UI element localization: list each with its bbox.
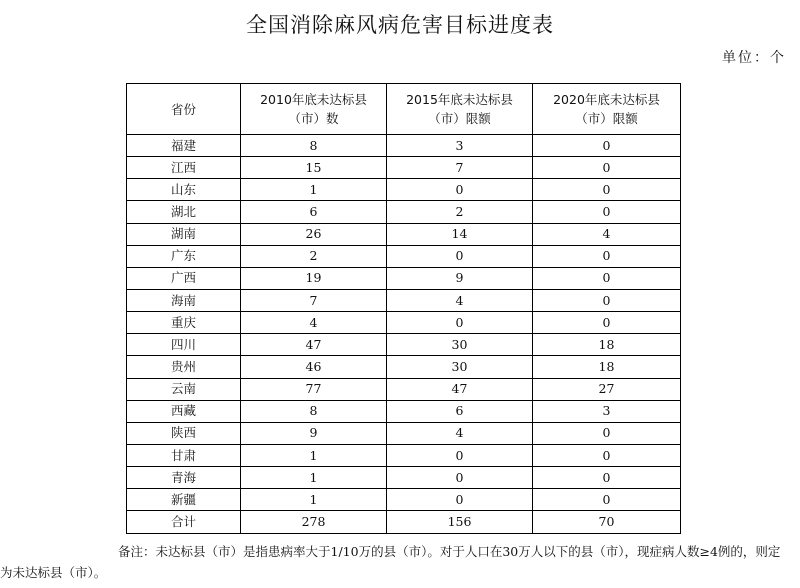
table-row — [127, 245, 681, 267]
cell-value: 0 — [533, 289, 681, 311]
cell-value: 4 — [387, 422, 533, 444]
cell-value: 47 — [241, 334, 387, 356]
table-row — [127, 267, 681, 289]
table-row — [127, 334, 681, 356]
cell-value: 7 — [241, 289, 387, 311]
header-line: （市）限额 — [575, 111, 638, 126]
cell-value: 3 — [533, 400, 681, 422]
cell-value: 1 — [241, 489, 387, 511]
cell-value: 18 — [533, 356, 681, 378]
cell-value: 14 — [387, 223, 533, 245]
header-province — [127, 84, 241, 135]
cell-value: 0 — [533, 201, 681, 223]
cell-province: 新疆 — [127, 489, 241, 511]
cell-value: 0 — [387, 179, 533, 201]
cell-value: 1 — [241, 179, 387, 201]
cell-value: 19 — [241, 267, 387, 289]
page-title: 全国消除麻风病危害目标进度表 — [246, 13, 554, 37]
table-row — [127, 422, 681, 444]
cell-province: 青海 — [127, 467, 241, 489]
cell-province: 四川 — [127, 334, 241, 356]
cell-value: 27 — [533, 378, 681, 400]
cell-province: 广西 — [127, 267, 241, 289]
cell-value: 4 — [533, 223, 681, 245]
cell-province: 广东 — [127, 245, 241, 267]
progress-table — [126, 83, 681, 534]
header-line: 省份 — [170, 101, 196, 117]
cell-value: 15 — [241, 157, 387, 179]
cell-value: 0 — [387, 444, 533, 466]
table-row — [127, 179, 681, 201]
cell-value: 1 — [241, 467, 387, 489]
cell-province: 陕西 — [127, 422, 241, 444]
cell-province: 湖南 — [127, 223, 241, 245]
cell-value: 0 — [387, 312, 533, 334]
table-row — [127, 157, 681, 179]
table-row — [127, 467, 681, 489]
cell-value: 156 — [387, 511, 533, 533]
header-line: 2020年底未达标县 — [553, 92, 660, 107]
header-line: 2015年底未达标县 — [406, 92, 513, 107]
cell-value: 0 — [533, 489, 681, 511]
cell-value: 30 — [387, 334, 533, 356]
cell-province: 甘肃 — [127, 444, 241, 466]
header-line: 2010年底未达标县 — [260, 92, 367, 107]
cell-value: 0 — [533, 135, 681, 157]
cell-value: 9 — [241, 422, 387, 444]
table-row — [127, 289, 681, 311]
unit-label: 单位：个 — [722, 50, 786, 66]
table-row — [127, 312, 681, 334]
table-row — [127, 223, 681, 245]
cell-value: 2 — [241, 245, 387, 267]
cell-value: 0 — [533, 267, 681, 289]
cell-value: 0 — [533, 245, 681, 267]
cell-value: 0 — [533, 157, 681, 179]
table-row — [127, 444, 681, 466]
cell-value: 9 — [387, 267, 533, 289]
cell-province: 贵州 — [127, 356, 241, 378]
table-row — [127, 201, 681, 223]
cell-value: 0 — [533, 179, 681, 201]
header-2010 — [241, 84, 387, 135]
cell-value: 278 — [241, 511, 387, 533]
table-row — [127, 378, 681, 400]
cell-value: 47 — [387, 378, 533, 400]
table-body — [127, 135, 681, 534]
header-2015 — [387, 84, 533, 135]
table-header-row — [127, 84, 681, 135]
table-row — [127, 135, 681, 157]
cell-value: 2 — [387, 201, 533, 223]
table-row — [127, 400, 681, 422]
cell-province: 湖北 — [127, 201, 241, 223]
header-line: （市）限额 — [428, 111, 491, 126]
cell-value: 1 — [241, 444, 387, 466]
cell-value: 26 — [241, 223, 387, 245]
cell-value: 0 — [533, 422, 681, 444]
cell-value: 30 — [387, 356, 533, 378]
cell-value: 77 — [241, 378, 387, 400]
cell-value: 8 — [241, 400, 387, 422]
cell-value: 46 — [241, 356, 387, 378]
cell-province: 海南 — [127, 289, 241, 311]
cell-province: 西藏 — [127, 400, 241, 422]
cell-value: 0 — [387, 467, 533, 489]
cell-value: 0 — [387, 245, 533, 267]
cell-value: 18 — [533, 334, 681, 356]
cell-value: 0 — [533, 467, 681, 489]
cell-province: 江西 — [127, 157, 241, 179]
cell-value: 4 — [241, 312, 387, 334]
cell-value: 7 — [387, 157, 533, 179]
header-line: （市）数 — [288, 111, 339, 126]
cell-province: 云南 — [127, 378, 241, 400]
cell-value: 4 — [387, 289, 533, 311]
cell-value: 3 — [387, 135, 533, 157]
table-row — [127, 356, 681, 378]
cell-value: 0 — [387, 489, 533, 511]
table-row — [127, 489, 681, 511]
cell-value: 8 — [241, 135, 387, 157]
cell-value: 0 — [533, 444, 681, 466]
footnote: 备注：未达标县（市）是指患病率大于1/10万的县（市）。对于人口在30万人以下的县（市），现症病人数≥4例的，则定为未达标县（市）。 — [0, 544, 781, 580]
cell-province: 山东 — [127, 179, 241, 201]
cell-province: 重庆 — [127, 312, 241, 334]
cell-value: 6 — [241, 201, 387, 223]
table-row — [127, 511, 681, 533]
header-2020 — [533, 84, 681, 135]
cell-value: 0 — [533, 312, 681, 334]
cell-province: 福建 — [127, 135, 241, 157]
cell-value: 6 — [387, 400, 533, 422]
cell-value: 70 — [533, 511, 681, 533]
cell-province: 合计 — [127, 511, 241, 533]
